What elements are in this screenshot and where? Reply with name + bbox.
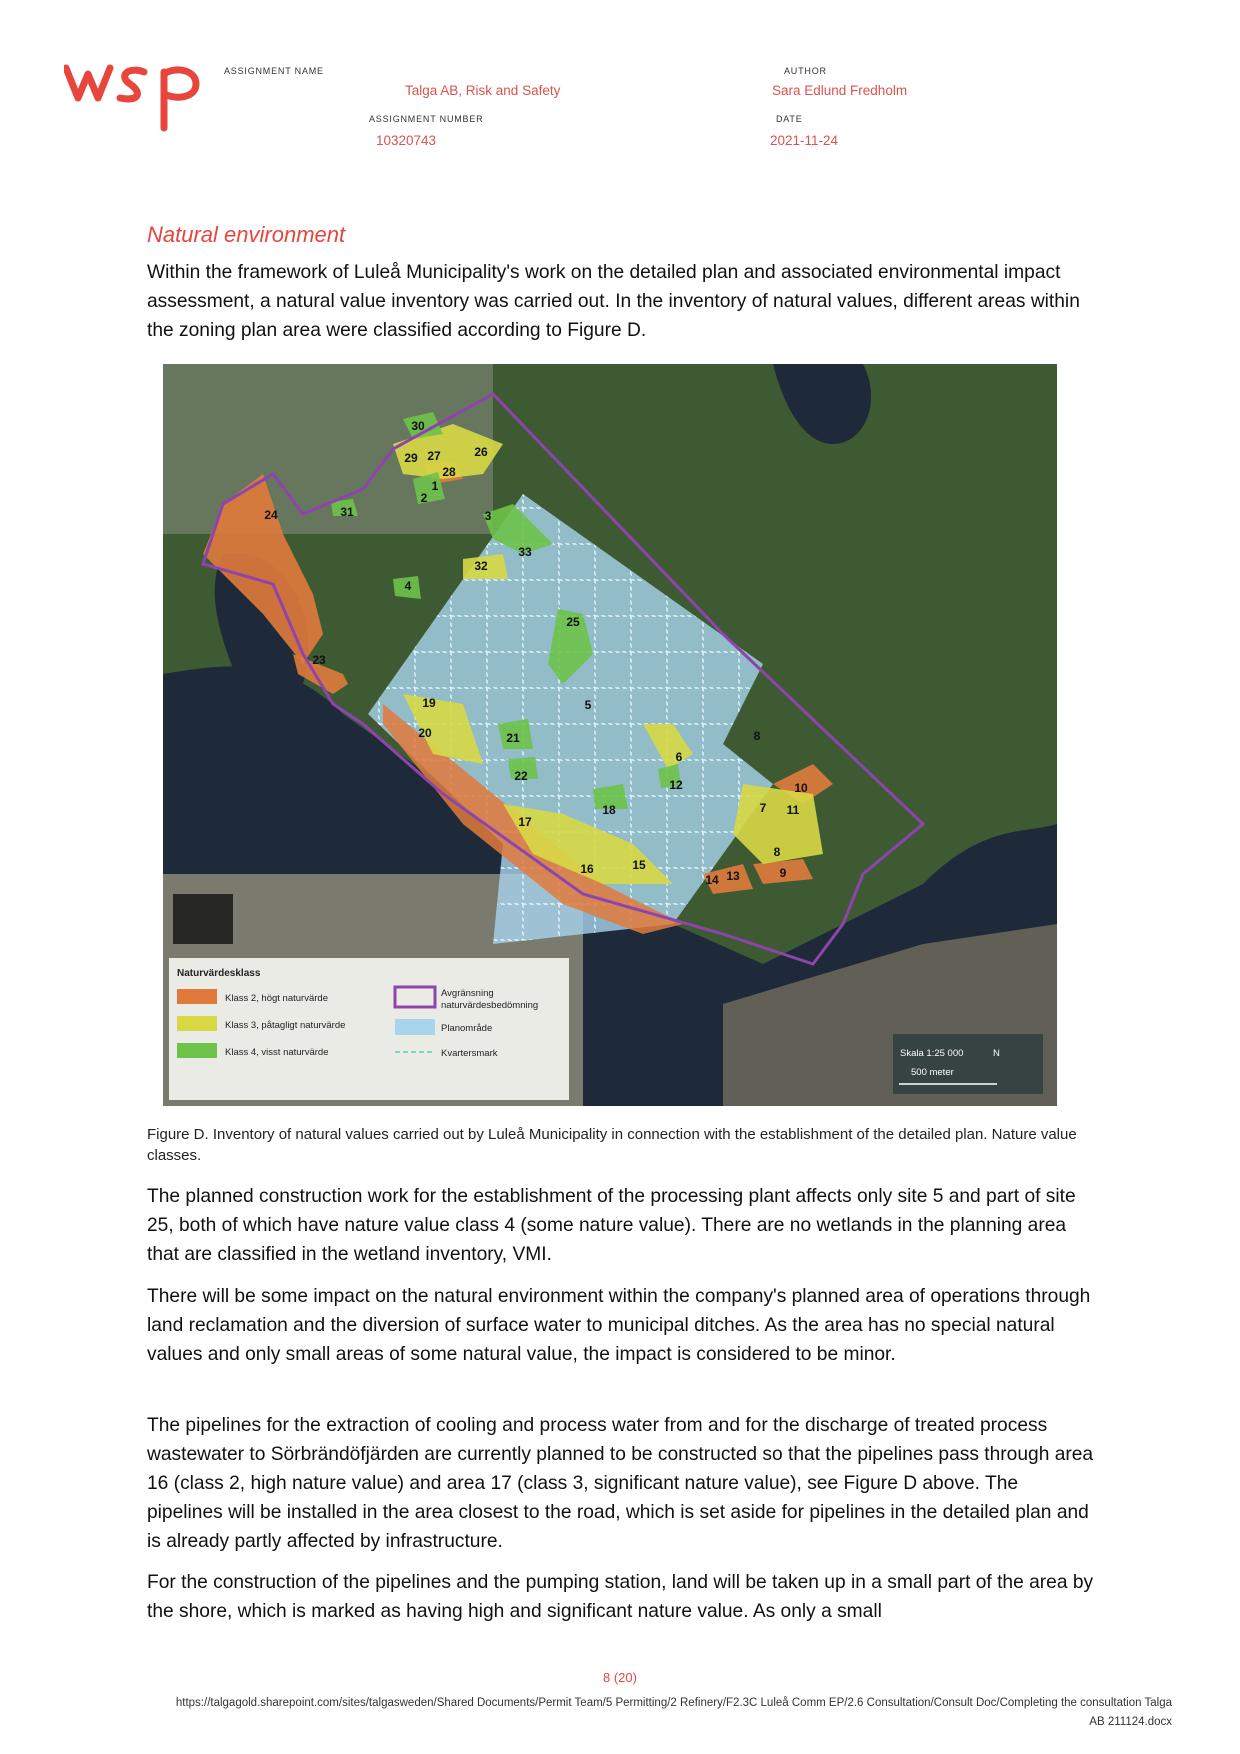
paragraph-construction: The planned construction work for the establishment of the processing plant affects only site 5 and part of site 25, both of which have nature value class 4 (some nature value). There are no wetlands in the planning area that are classified in the wetland inventory, VMI.	[147, 1186, 1076, 1265]
area-label-21: 21	[506, 731, 520, 745]
area-label-32: 32	[474, 559, 488, 573]
nature-value-map	[163, 364, 1057, 1106]
assignment-name-label: ASSIGNMENT NAME	[224, 66, 324, 76]
map-scale	[893, 1034, 1043, 1094]
area-label-1: 1	[431, 479, 439, 493]
area-label-27: 27	[427, 449, 441, 463]
area-label-3: 3	[484, 509, 492, 523]
area-label-23: 23	[312, 653, 326, 667]
date: 2021-11-24	[770, 133, 839, 148]
area-label-4: 4	[404, 579, 412, 593]
map-legend	[169, 958, 569, 1100]
paragraph-intro: Within the framework of Luleå Municipality's work on the detailed plan and associated environmental impact assessment, a natural value inventory was carried out. In the inventory of natural values, different areas within the zoning plan area were classified according to Figure D.	[147, 262, 1080, 341]
area-label-13: 13	[726, 869, 740, 883]
legend-class3-label: Klass 3, påtagligt naturvärde	[225, 1020, 346, 1031]
legend-class2-label: Klass 2, högt naturvärde	[225, 993, 328, 1004]
legend-title: Naturvärdesklass	[177, 968, 261, 979]
legend-class3-swatch	[177, 1016, 217, 1031]
legend-class2-swatch	[177, 989, 217, 1004]
area-label-15: 15	[632, 858, 646, 872]
area-label-5: 5	[584, 698, 592, 712]
area-label-9: 9	[779, 866, 787, 880]
area-label-8: 8	[773, 845, 781, 859]
wsp-logo	[64, 62, 204, 132]
area-label-14: 14	[705, 873, 719, 887]
document-path-line1: https://talgagold.sharepoint.com/sites/talgasweden/Shared Documents/Permit Team/5 Permitting/2 Refinery/F2.3C Luleå Comm EP/2.6 Consultation/Consult Doc/Completing the consultation Talga	[175, 1697, 1172, 1709]
paragraph-pumping-station: For the construction of the pipelines and the pumping station, land will be taken up in a small part of the area by the shore, which is marked as having high and significant nature value. As only a small	[147, 1572, 1094, 1622]
area-label-26: 26	[474, 445, 488, 459]
scale-background	[893, 1034, 1043, 1094]
legend-blocks-label: Kvartersmark	[441, 1048, 498, 1059]
area-label-24: 24	[264, 508, 278, 522]
area-label-12: 12	[669, 778, 683, 792]
section-title: Natural environment	[147, 222, 346, 247]
area-label-17: 17	[518, 815, 532, 829]
area-label-8: 8	[753, 729, 761, 743]
scale-text: Skala 1:25 000	[900, 1048, 964, 1059]
north-label: N	[993, 1048, 1000, 1059]
legend-class4-label: Klass 4, visst naturvärde	[225, 1047, 329, 1058]
area-label-16: 16	[580, 862, 594, 876]
assignment-number: 10320743	[376, 133, 437, 148]
legend-boundary-line2: naturvärdesbedömning	[441, 1000, 539, 1011]
area-label-29: 29	[404, 451, 418, 465]
area-label-30: 30	[411, 419, 425, 433]
page-number: 8 (20)	[603, 1670, 637, 1685]
legend-plan-swatch	[395, 1019, 435, 1035]
assignment-number-label: ASSIGNMENT NUMBER	[369, 114, 484, 124]
document-path	[32, 1694, 1172, 1732]
area-label-11: 11	[786, 803, 800, 817]
paragraph-impact: There will be some impact on the natural environment within the company's planned area of operations through land reclamation and the diversion of surface water to municipal ditches. As the area has no special natural values and only small areas of some natural value, the impact is considered to be minor.	[147, 1286, 1091, 1365]
assignment-name: Talga AB, Risk and Safety	[405, 83, 561, 98]
legend-boundary-line1: Avgränsning	[441, 988, 494, 999]
author-label: AUTHOR	[784, 66, 827, 76]
area-label-2: 2	[420, 491, 428, 505]
area-label-10: 10	[794, 781, 808, 795]
area-label-6: 6	[675, 750, 683, 764]
industrial-pond	[173, 894, 233, 944]
area-label-19: 19	[422, 696, 436, 710]
area-label-7: 7	[759, 801, 767, 815]
scale-bar-label: 500 meter	[911, 1067, 954, 1078]
paragraph-pipelines: The pipelines for the extraction of cooling and process water from and for the discharge of treated process wastewater to Sörbrändöfjärden are currently planned to be constructed so that the pipelines pass through area 16 (class 2, high nature value) and area 17 (class 3, significant nature value), see Figure D above. The pipelines will be installed in the area closest to the road, which is set aside for pipelines in the detailed plan and is already partly affected by infrastructure.	[147, 1415, 1094, 1552]
figure-caption: Figure D. Inventory of natural values carried out by Luleå Municipality in connection with the establishment of the detailed plan. Nature value classes.	[147, 1126, 1077, 1164]
legend-class4-swatch	[177, 1043, 217, 1058]
area-label-28: 28	[442, 465, 456, 479]
legend-plan-label: Planområde	[441, 1023, 493, 1034]
date-label: DATE	[776, 114, 803, 124]
area-label-33: 33	[518, 545, 532, 559]
area-label-31: 31	[340, 505, 354, 519]
area-label-22: 22	[514, 769, 528, 783]
document-path-line2: AB 211124.docx	[1089, 1716, 1172, 1728]
area-label-25: 25	[566, 615, 580, 629]
author: Sara Edlund Fredholm	[772, 83, 908, 98]
area-label-20: 20	[418, 726, 432, 740]
area-label-18: 18	[602, 803, 616, 817]
